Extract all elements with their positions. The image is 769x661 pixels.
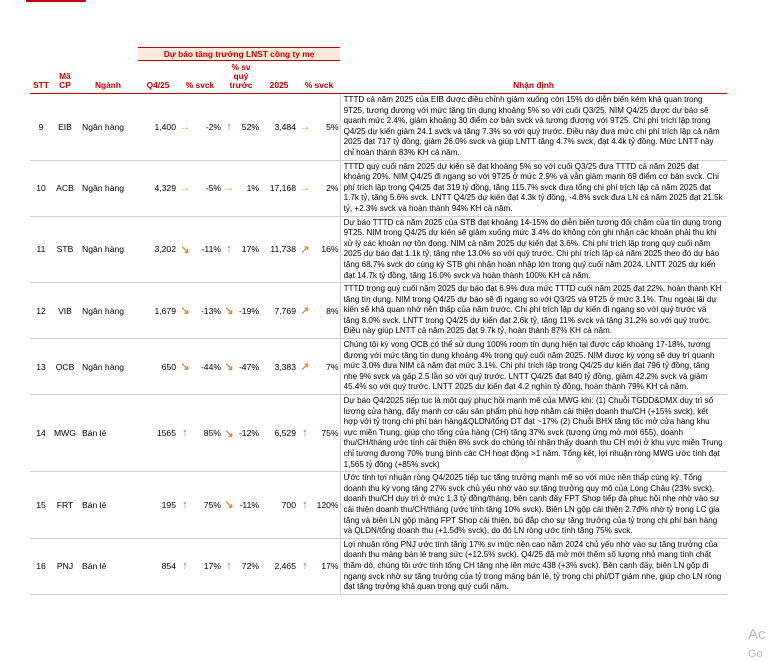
qoq-value: 1%: [236, 160, 260, 216]
y2025-value: 3,484: [260, 94, 298, 161]
sector-name: Ngân hàng: [78, 216, 138, 283]
table-row: [30, 339, 727, 395]
up-arrow-icon: ↑: [298, 395, 312, 472]
sector-name: Bán lẻ: [78, 538, 138, 594]
yoy2025-value: 7%: [312, 339, 340, 395]
qoq-value: 17%: [236, 216, 260, 283]
yoy2025-value: 120%: [312, 472, 340, 539]
yoy2025-value: 2%: [312, 160, 340, 216]
table-row: [30, 395, 727, 472]
header-q425: Q4/25: [138, 61, 178, 94]
up-arrow-icon: ↑: [178, 472, 192, 539]
right-arrow-icon: →: [298, 94, 312, 161]
yoy-value: -44%: [192, 339, 222, 395]
q425-value: 3,202: [138, 216, 178, 283]
header-yoy-2025: % svck: [298, 61, 340, 94]
q425-value: 650: [138, 339, 178, 395]
table-row: [30, 216, 727, 283]
header-banner: Dự báo tăng trưởng LNST công ty mẹ: [138, 48, 340, 61]
opinion-text: Dự báo Q4/2025 tiếp tục là một quý phục hồi mạnh mẽ của MWG khi: (1) Chuỗi TGDD&DMX duy trì số lượng cửa hàng, đẩy mạnh cơ cấu sản phẩm phù hợp nhằm cải thiện doanh thu/CH (+15% svck), kết hợp với tỷ trọng chi phí bán hàng&QLDN/tổng DT đạt ~17% (2) Chuỗi BHX tăng tốc mở cửa hàng khu vực miền Trung, giúp cho tổng cửa hàng (CH) tăng 37% svck (tương ứng mở mới 655), doanh thu/CH/tháng ước tính cải thiện 8% svck do chúng tôi nhận thấy doanh thu CH mới ở khu vực miền Trung chỉ tương đương 70% trung bình các CH hoạt động >1 năm. Tổng kết, lợi nhuận ròng MWG ước tính đạt 1,565 tỷ đồng (+85% svck): [340, 395, 727, 472]
header-opinion: Nhận định: [340, 48, 727, 94]
q425-value: 195: [138, 472, 178, 539]
yoy-value: 85%: [192, 395, 222, 472]
down-right-arrow-icon: ↘: [178, 216, 192, 283]
qoq-value: -19%: [236, 283, 260, 339]
header-sector: Ngành: [78, 48, 138, 94]
up-arrow-icon: ↑: [222, 538, 236, 594]
watermark-text: Ac: [748, 626, 766, 643]
yoy-value: -5%: [192, 160, 222, 216]
sector-name: Bán lẻ: [78, 472, 138, 539]
header-yoy: % svck: [178, 61, 222, 94]
row-stt: 16: [30, 538, 52, 594]
y2025-value: 17,168: [260, 160, 298, 216]
opinion-text: TTTD quý cuối năm 2025 dự kiến sẽ đạt khoảng 5% so với cuối Q3/25 đưa TTTD cả năm 2025 đạt khoảng 20%. NIM Q4/25 đi ngang so với 9T25 ở mức 2.9% và vẫn giảm mạnh 69 điểm cơ bản svck. Chi phí trích lập trong Q4/25 đạt 319 tỷ đồng, tăng 115.7% svck đưa tổng chi phí trích lập cả năm 2025 đạt 1.7k tỷ, tăng 5.6% svck. LNTT Q4/25 dự kiến đạt 4.3k tỷ đồng, -4.8% svck đưa LN cả năm 2025 đạt 21.5k tỷ, +2.3% svck và hoàn thành 94% KH cả năm.: [340, 160, 727, 216]
y2025-value: 700: [260, 472, 298, 539]
up-arrow-icon: ↑: [298, 538, 312, 594]
opinion-text: Dự báo TTTD cả năm 2025 của STB đạt khoảng 14-15% do diễn biến tương đối chậm của tín dụng trong 9T25. NIM trong Q4/25 dự kiến sẽ giảm xuống mức 3.4% do không còn ghi nhận các khoản phải thu khi xử lý các khoản nợ tồn đọng. NIM cả năm 2025 dự kiến đạt 3.6%. Chi phí trích lập trong quý cuối năm 2025 dự báo đạt 1.1k tỷ, tăng nhẹ 13.0% so với quý trước. Chi phí trích lập cả năm 2025 theo đó dự báo tăng 68.7% svck do cùng kỳ STB ghi nhận hoàn nhập lớn trong quý cuối năm 2024. LNTT 2025 dự kiến đạt 14.7k tỷ đồng, tăng 16.0% svck và hoàn thành 100% KH cả năm.: [340, 216, 727, 283]
q425-value: 854: [138, 538, 178, 594]
forecast-table: [30, 47, 727, 595]
down-right-arrow-icon: ↘: [178, 339, 192, 395]
yoy2025-value: 75%: [312, 395, 340, 472]
right-arrow-icon: →: [298, 160, 312, 216]
stock-code: MWG: [52, 395, 78, 472]
stock-code: EIB: [52, 94, 78, 161]
yoy2025-value: 8%: [312, 283, 340, 339]
table-row: [30, 472, 727, 539]
y2025-value: 6,529: [260, 395, 298, 472]
watermark-subtext: Go: [748, 648, 763, 660]
opinion-text: Ước tính lợi nhuận ròng Q4/2025 tiếp tục tăng trưởng mạnh mẽ so với mức nền thấp cùng kỳ. Tổng doanh thu kỳ vọng tăng 27% svck chủ yếu nhờ vào sự tăng trưởng quy mô của Long Châu (23% svck), doanh thu/CH duy trì ở mức 1.3 tỷ đồng/tháng, bên cạnh đấy FPT Shop tiếp đà phục hồi nhẹ nhờ vào sự cải thiện doanh thu/CH/tháng (ước tính tăng 10% svck). Biên LN gộp cải thiện 2.7đ% nhờ tỷ trọng LC gia tăng và biên LN gộp mảng FPT Shop cải thiện, bù đắp cho sự tăng trưởng của tỷ trọng chi phí bán hàng và QLDN/tổng doanh thu (+1.5đ% svck), do đó LN ròng ước tính tăng 75% svck.: [340, 472, 727, 539]
yoy-value: -11%: [192, 216, 222, 283]
down-right-arrow-icon: ↘: [222, 472, 236, 539]
yoy2025-value: 5%: [312, 94, 340, 161]
top-accent-line: [26, 0, 86, 2]
qoq-value: -47%: [236, 339, 260, 395]
y2025-value: 7,769: [260, 283, 298, 339]
q425-value: 1,679: [138, 283, 178, 339]
sector-name: Ngân hàng: [78, 160, 138, 216]
q425-value: 1565: [138, 395, 178, 472]
yoy-value: 17%: [192, 538, 222, 594]
up-right-arrow-icon: ↗: [298, 283, 312, 339]
yoy-value: -2%: [192, 94, 222, 161]
right-arrow-icon: →: [178, 160, 192, 216]
down-right-arrow-icon: ↘: [178, 283, 192, 339]
table-row: [30, 94, 727, 161]
yoy-value: 75%: [192, 472, 222, 539]
table-row: [30, 283, 727, 339]
stock-code: VIB: [52, 283, 78, 339]
row-stt: 9: [30, 94, 52, 161]
up-arrow-icon: ↑: [178, 538, 192, 594]
row-stt: 10: [30, 160, 52, 216]
yoy-value: -13%: [192, 283, 222, 339]
header-code: Mã CP: [52, 48, 78, 94]
sector-name: Bán lẻ: [78, 395, 138, 472]
up-arrow-icon: ↑: [298, 472, 312, 539]
down-right-arrow-icon: ↘: [222, 283, 236, 339]
yoy2025-value: 16%: [312, 216, 340, 283]
q425-value: 1,400: [138, 94, 178, 161]
q425-value: 4,329: [138, 160, 178, 216]
qoq-value: 72%: [236, 538, 260, 594]
row-stt: 14: [30, 395, 52, 472]
row-stt: 12: [30, 283, 52, 339]
sector-name: Ngân hàng: [78, 283, 138, 339]
up-right-arrow-icon: ↗: [298, 339, 312, 395]
stock-code: OCB: [52, 339, 78, 395]
stock-code: STB: [52, 216, 78, 283]
yoy2025-value: 17%: [312, 538, 340, 594]
up-arrow-icon: ↑: [222, 94, 236, 161]
row-stt: 11: [30, 216, 52, 283]
opinion-text: Chúng tôi kỳ vọng OCB có thể sử dụng 100% room tín dụng hiện tại được cấp khoảng 17-18%, tương đương với mức tăng tín dụng khoảng 4% trong quý cuối năm 2025. NIM được kỳ vọng sẽ duy trì quanh mức 3.0% đưa NIM cả năm đạt mức 3.1%. Chi phí trích lập trong Q4/25 dự kiến đạt 796 tỷ đồng, tăng nhẹ 9% svck và gấp 2.5 lần so với quý trước. LNTT Q4/25 đạt 840 tỷ đồng, giảm 42.2% svck và giảm 45.4% so với quý trước. LNTT 2025 dự kiến đạt 4.2 nghìn tỷ đồng, hoàn thành 79% KH cả năm.: [340, 339, 727, 395]
table-row: [30, 160, 727, 216]
stock-code: PNJ: [52, 538, 78, 594]
qoq-value: -11%: [236, 472, 260, 539]
down-right-arrow-icon: ↘: [222, 395, 236, 472]
right-arrow-icon: →: [222, 160, 236, 216]
up-arrow-icon: ↑: [178, 395, 192, 472]
opinion-text: Lợi nhuận ròng PNJ ước tính tăng 17% sv mức nền cao năm 2024 chủ yếu nhờ vào sự tăng trưởng của doanh thu mảng bán lẻ trang sức (+12.5% svck). Q4/25 đã mở mới thêm số lượng nhỏ mang tính chất thăm dò, chúng tôi ước tính tổng CH tăng nhẹ lên mức 438 (+3% svck). Bên cạnh đấy, biên LN gộp đi ngang svck nhờ sự tăng trưởng của tỷ trọng mảng bán lẻ, tỷ trọng chi phí/DT giảm nhẹ, giúp cho LN ròng đạt tăng trưởng khả quan trong quý cuối năm.: [340, 538, 727, 594]
qoq-value: -12%: [236, 395, 260, 472]
sector-name: Ngân hàng: [78, 339, 138, 395]
right-arrow-icon: →: [178, 94, 192, 161]
opinion-text: TTTD trong quý cuối năm 2025 dự báo đạt 6.9% đưa mức TTTD cuối năm 2025 đạt 22%, hoàn thành KH tăng tín dụng. NIM trong Q4/25 dự báo sẽ đi ngang so với Q3/25 và 9T25 ở mức 3.1%. Thu ngoài lãi dự kiến sẽ khả quan nhờ nền thấp của năm trước. Chi phí trích lập dự kiến đi ngang so với quý trước và tăng 8.0% svck. LNTT trong Q4/25 dự kiến đạt 2.6k tỷ, tăng 11% svck và tăng 31.2% so với quý trước. Điều này giúp LNTT cả năm 2025 đạt 9.7k tỷ, hoàn thành 87% KH cả năm.: [340, 283, 727, 339]
sector-name: Ngân hàng: [78, 94, 138, 161]
header-2025: 2025: [260, 61, 298, 94]
table-row: [30, 538, 727, 594]
y2025-value: 3,383: [260, 339, 298, 395]
row-stt: 13: [30, 339, 52, 395]
header-qoq: % sv quý trước: [222, 61, 260, 94]
header-stt: STT: [30, 48, 52, 94]
stock-code: ACB: [52, 160, 78, 216]
row-stt: 15: [30, 472, 52, 539]
down-right-arrow-icon: ↘: [222, 339, 236, 395]
stock-code: FRT: [52, 472, 78, 539]
up-right-arrow-icon: ↗: [298, 216, 312, 283]
qoq-value: 52%: [236, 94, 260, 161]
up-arrow-icon: ↑: [222, 216, 236, 283]
opinion-text: TTTD cả năm 2025 của EIB được điều chỉnh giảm xuống còn 15% do diễn biến kém khả quan trong 9T25, tương đương với mức tăng tín dụng khoảng 5% so với cuối Q3/25. NIM Q4/25 được dự báo sẽ quanh mức 2.4%, giảm khoảng 30 điểm cơ bản svck và tương đương với 9T25. Chi phí trích lập trong Q4/25 dự kiến giảm 24.1 svck và tăng 7.3% so với quý trước. Điều này đưa mức chi phí trích lập cả năm 2025 đạt 717 tỷ đồng, giảm 26.0% svck và giúp LNTT tăng 4.7% svck, đạt 4.4k tỷ đồng. Mức LNTT này chỉ hoàn thành 83% KH cả năm.: [340, 94, 727, 161]
y2025-value: 11,738: [260, 216, 298, 283]
y2025-value: 2,465: [260, 538, 298, 594]
